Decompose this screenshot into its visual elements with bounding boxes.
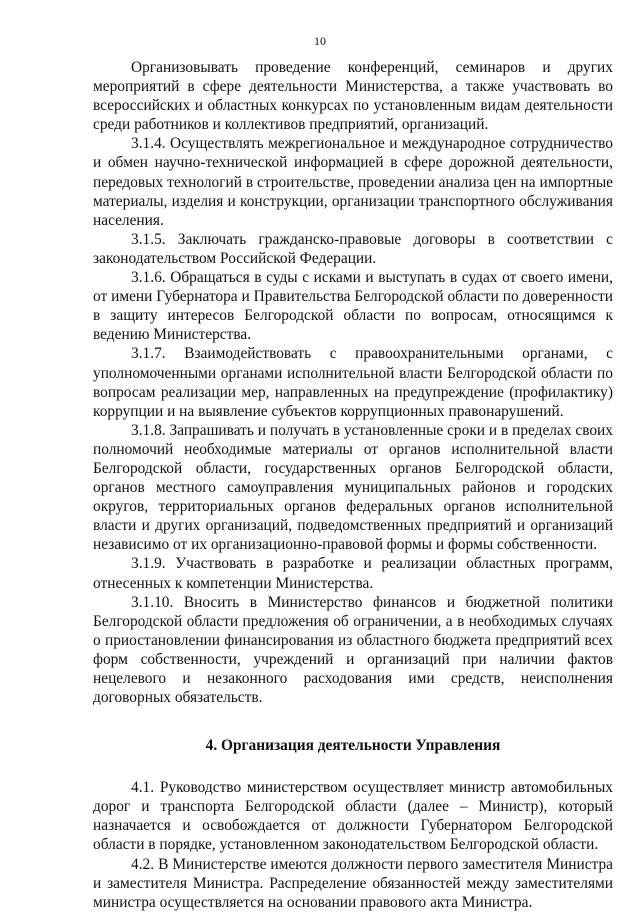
paragraph-events: Организовывать проведение конференций, семинаров и других мероприятий в сфере деятельности Министерства, а также участвовать во всероссийских и областных конкурсах по установленным видам деятельности среди работников и коллективов предприятий, организаций. (93, 59, 613, 134)
page-number: 10 (314, 34, 326, 48)
paragraph-3-1-10: 3.1.10. Вносить в Министерство финансов и бюджетной политики Белгородской области предложения об ограничении, а в необходимых случаях о приостановлении финансирования из областного бюджета предприятий всех форм собственности, учреждений и организаций при наличии фактов нецелевого и незаконного расходования ими средств, неисполнения договорных обязательств. (93, 593, 613, 707)
section-heading: 4. Организация деятельности Управления (205, 737, 501, 755)
paragraph-3-1-5: 3.1.5. Заключать гражданско-правовые договоры в соответствии с законодательством Российской Федерации. (93, 230, 613, 267)
paragraph-3-1-4: 3.1.4. Осуществлять межрегиональное и международное сотрудничество и обмен научно-технической информацией в сфере дорожной деятельности, передовых технологий в строительстве, проведении анализа цен на импортные материалы, изделия и конструкции, организации транспортного обслуживания населения. (93, 135, 613, 229)
paragraph-4-1: 4.1. Руководство министерством осуществляет министр автомобильных дорог и транспорта Белгородской области (далее – Министр), который назначается и освобождается от должности Губернатором Белгородской области в порядке, установленном законодательством Белгородской области. (93, 779, 613, 854)
paragraph-3-1-9: 3.1.9. Участвовать в разработке и реализации областных программ, отнесенных к компетенции Министерства. (93, 555, 613, 592)
document-body (93, 58, 613, 912)
paragraph-3-1-6: 3.1.6. Обращаться в суды с исками и выступать в судах от своего имени, от имени Губернатора и Правительства Белгородской области по доверенности в защиту интересов Белгородской области по вопросам, относящимся к ведению Министерства. (93, 269, 613, 344)
paragraph-4-2: 4.2. В Министерстве имеются должности первого заместителя Министра и заместителя Министра. Распределение обязанностей между заместителями министра осуществляется на основании правового акта Министра. (93, 855, 613, 911)
paragraph-3-1-7: 3.1.7. Взаимодействовать с правоохранительными органами, с уполномоченными органами исполнительной власти Белгородской области по вопросам реализации мер, направленных на предупреждение (профилактику) коррупции и на выявление субъектов коррупционных правонарушений. (93, 345, 613, 420)
paragraph-3-1-8: 3.1.8. Запрашивать и получать в установленные сроки и в пределах своих полномочий необходимые материалы от органов исполнительной власти Белгородской области, государственных органов Белгородской области, органов местного самоуправления муниципальных районов и городских округов, территориальных органов федеральных органов исполнительной власти и других организаций, подведомственных предприятий и организаций независимо от их организационно-правовой формы и формы собственности. (93, 421, 613, 554)
